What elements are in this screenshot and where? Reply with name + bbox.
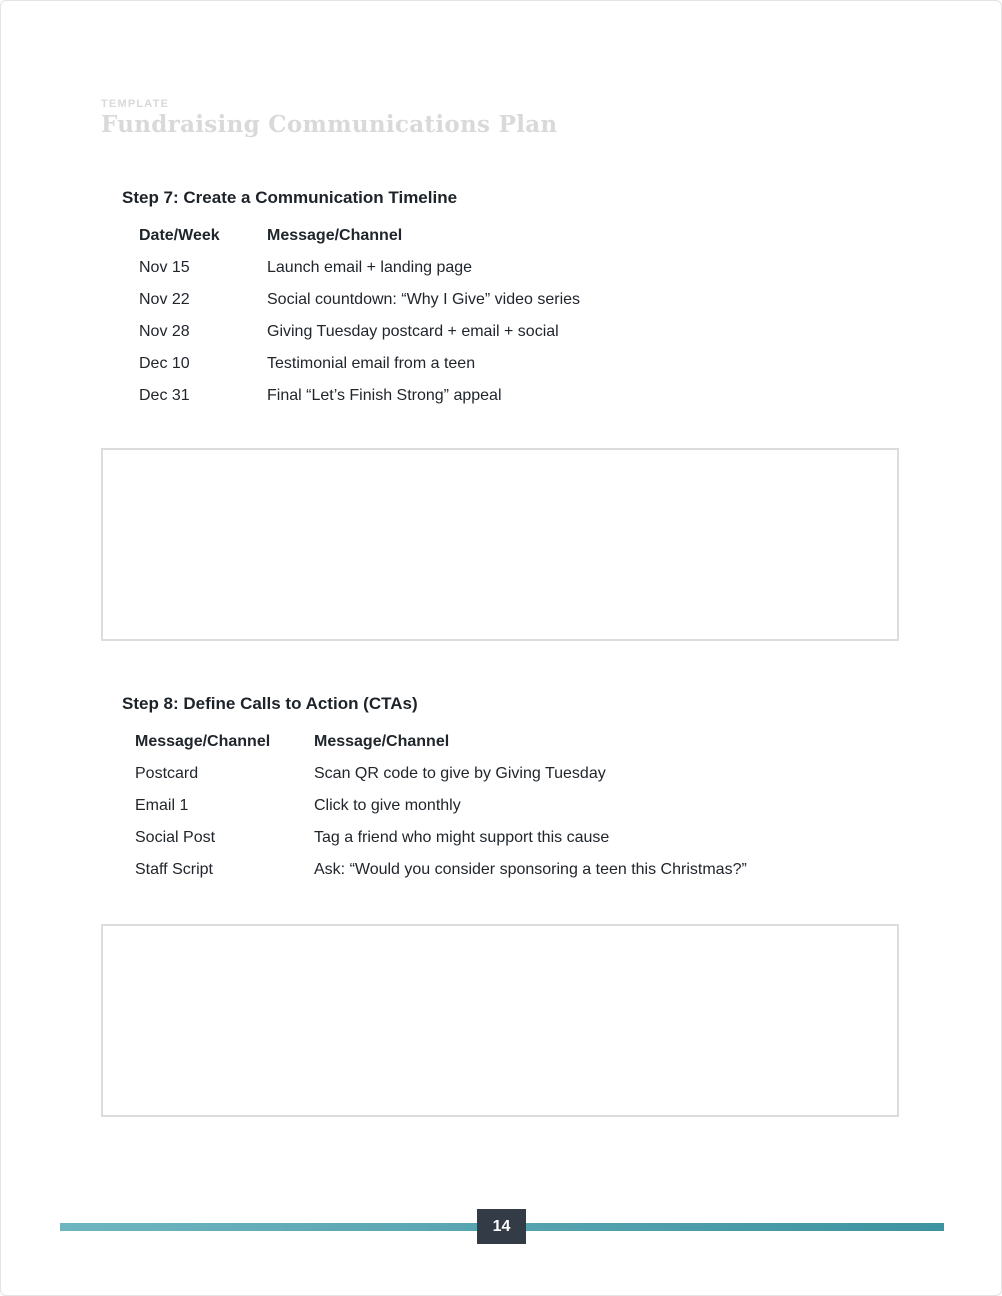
table-cell-date: Dec 10 (139, 355, 190, 372)
table-cell-cta: Scan QR code to give by Giving Tuesday (314, 765, 606, 782)
page-number-badge (477, 1209, 526, 1244)
step8-col-header-channel: Message/Channel (135, 733, 271, 750)
table-cell-message: Social countdown: “Why I Give” video series (267, 291, 581, 308)
step7-col-header-date: Date/Week (139, 227, 220, 244)
table-cell-message: Launch email + landing page (267, 259, 473, 276)
step8-cta-table (135, 726, 747, 886)
table-cell-date: Nov 15 (139, 259, 190, 276)
table-cell-channel: Email 1 (135, 797, 189, 814)
table-cell-message: Final “Let’s Finish Strong” appeal (267, 387, 502, 404)
step7-notes-box (101, 448, 899, 641)
step8-heading: Step 8: Define Calls to Action (CTAs) (122, 694, 418, 713)
table-cell-cta: Click to give monthly (314, 797, 461, 814)
table-cell-date: Dec 31 (139, 387, 190, 404)
table-cell-date: Nov 28 (139, 323, 190, 340)
table-cell-message: Giving Tuesday postcard + email + social (267, 323, 559, 340)
table-cell-channel: Social Post (135, 829, 216, 846)
step8-notes-box (101, 924, 899, 1117)
doc-title: Fundraising Communications Plan (101, 111, 558, 138)
table-cell-channel: Staff Script (135, 861, 213, 878)
step7-col-header-message: Message/Channel (267, 227, 403, 244)
doc-header (101, 98, 557, 138)
template-eyebrow: TEMPLATE (101, 98, 170, 110)
step8-col-header-cta: Message/Channel (314, 733, 450, 750)
table-cell-cta: Ask: “Would you consider sponsoring a teen this Christmas?” (314, 861, 747, 878)
table-cell-channel: Postcard (135, 765, 199, 782)
step7-heading: Step 7: Create a Communication Timeline (122, 188, 458, 207)
step7-timeline-table (139, 220, 580, 412)
table-cell-date: Nov 22 (139, 291, 190, 308)
table-cell-cta: Tag a friend who might support this cause (314, 829, 610, 846)
table-cell-message: Testimonial email from a teen (267, 355, 476, 372)
page-number: 14 (492, 1217, 511, 1235)
